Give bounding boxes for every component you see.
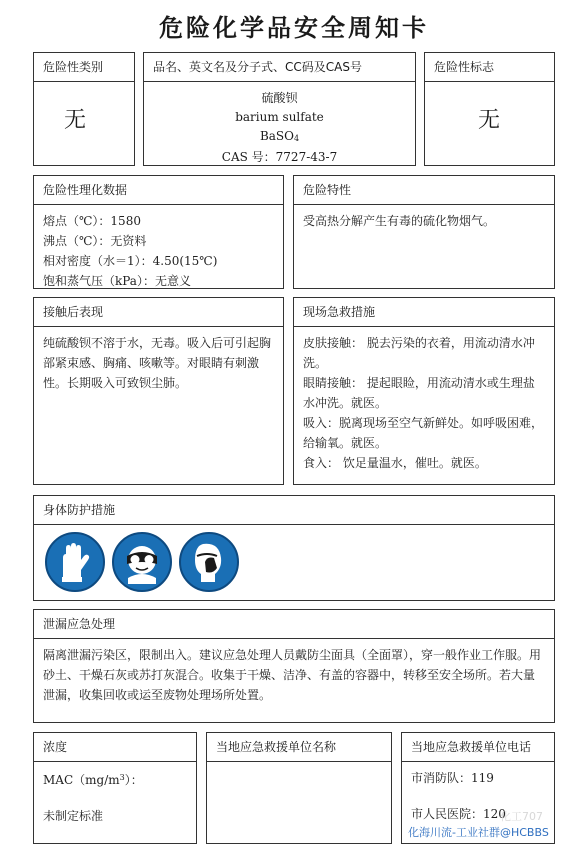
physchem-line: 沸点（℃）：无资料 (43, 234, 147, 248)
physchem-body (34, 205, 283, 297)
physchem-header: 危险性理化数据 (34, 176, 283, 205)
protection-header: 身体防护措施 (34, 496, 554, 525)
rescue-unit-box (206, 732, 392, 844)
product-info-body (144, 82, 415, 167)
hazard-mark-value: 无 (478, 108, 501, 133)
hazard-mark-header: 危险性标志 (425, 53, 554, 82)
fire-phone: 市消防队：119 (411, 771, 494, 785)
physchem-line: 熔点（℃）：1580 (43, 214, 141, 228)
formula-main: BaSO (259, 129, 294, 143)
protection-box (33, 495, 555, 601)
watermark-text: 化海川流-工业社群@HCBBS (408, 826, 549, 839)
hazard-mark-box (424, 52, 555, 166)
rescue-unit-header: 当地应急救援单位名称 (207, 733, 391, 762)
first-aid-line: 吸入：脱离现场至空气新鲜处。如呼吸困难，给输氧。就医。 (303, 416, 544, 450)
gloves-icon (45, 532, 105, 592)
hazard-category-box (33, 52, 135, 166)
leak-text: 隔离泄漏污染区，限制出入。建议应急处理人员戴防尘面具（全面罩），穿一般作业工作服。用砂土、干燥石灰或苏打灰混合。收集于干燥、洁净、有盖的容器中，转移至安全场所。若大量泄漏，收集回收或运至废物处理场所处置。 (43, 648, 542, 702)
mac-label-tail: ）： (124, 773, 143, 787)
first-aid-header: 现场急救措施 (294, 298, 554, 327)
concentration-box (33, 732, 197, 844)
mac-label-sup: 3 (119, 773, 125, 782)
physchem-line: 相对密度（水＝1）：4.50(15℃) (43, 254, 218, 268)
exposure-header: 接触后表现 (34, 298, 283, 327)
first-aid-body (294, 327, 554, 479)
product-formula (144, 127, 415, 148)
leak-header: 泄漏应急处理 (34, 610, 554, 639)
hazard-props-header: 危险特性 (294, 176, 554, 205)
first-aid-box (293, 297, 555, 485)
product-info-box (143, 52, 416, 166)
first-aid-line: 食入： 饮足量温水，催吐。就医。 (303, 456, 487, 470)
hazard-props-text: 受高热分解产生有毒的硫化物烟气。 (303, 214, 496, 228)
leak-box (33, 609, 555, 723)
page-title: 危险化学品安全周知卡 (159, 14, 429, 42)
first-aid-line: 眼睛接触： 提起眼睑，用流动清水或生理盐水冲洗。就医。 (303, 376, 535, 410)
product-info-header: 品名、英文名及分子式、CC码及CAS号 (144, 53, 415, 82)
mac-label (43, 768, 187, 790)
exposure-box (33, 297, 284, 485)
product-cas: CAS 号：7727-43-7 (221, 150, 338, 164)
goggles-icon (112, 532, 172, 592)
exposure-text: 纯硫酸钡不溶于水，无毒。吸入后可引起胸部紧束感、胸痛、咳嗽等。对眼睛有刺激性。长期吸入可致钡尘肺。 (43, 336, 272, 390)
watermark-logo: 化工707 (500, 810, 543, 823)
respirator-icon (179, 532, 239, 592)
concentration-body (34, 762, 196, 832)
rescue-phone-header: 当地应急救援单位电话 (402, 733, 554, 762)
product-name-cn: 硫酸钡 (261, 91, 298, 105)
hazard-props-box (293, 175, 555, 289)
concentration-header: 浓度 (34, 733, 196, 762)
physchem-box (33, 175, 284, 289)
physchem-line: 饱和蒸气压（kPa）：无意义 (43, 274, 191, 288)
first-aid-line: 皮肤接触： 脱去污染的衣着，用流动清水冲洗。 (303, 336, 535, 370)
hazard-category-value: 无 (64, 108, 87, 133)
hazard-category-header: 危险性类别 (34, 53, 134, 82)
concentration-value: 未制定标准 (43, 809, 104, 823)
hospital-phone: 市人民医院：120 (411, 807, 506, 821)
product-name-en: barium sulfate (235, 110, 324, 124)
mac-label-main: MAC（mg/m (43, 773, 120, 787)
formula-subscript: 4 (293, 134, 300, 143)
